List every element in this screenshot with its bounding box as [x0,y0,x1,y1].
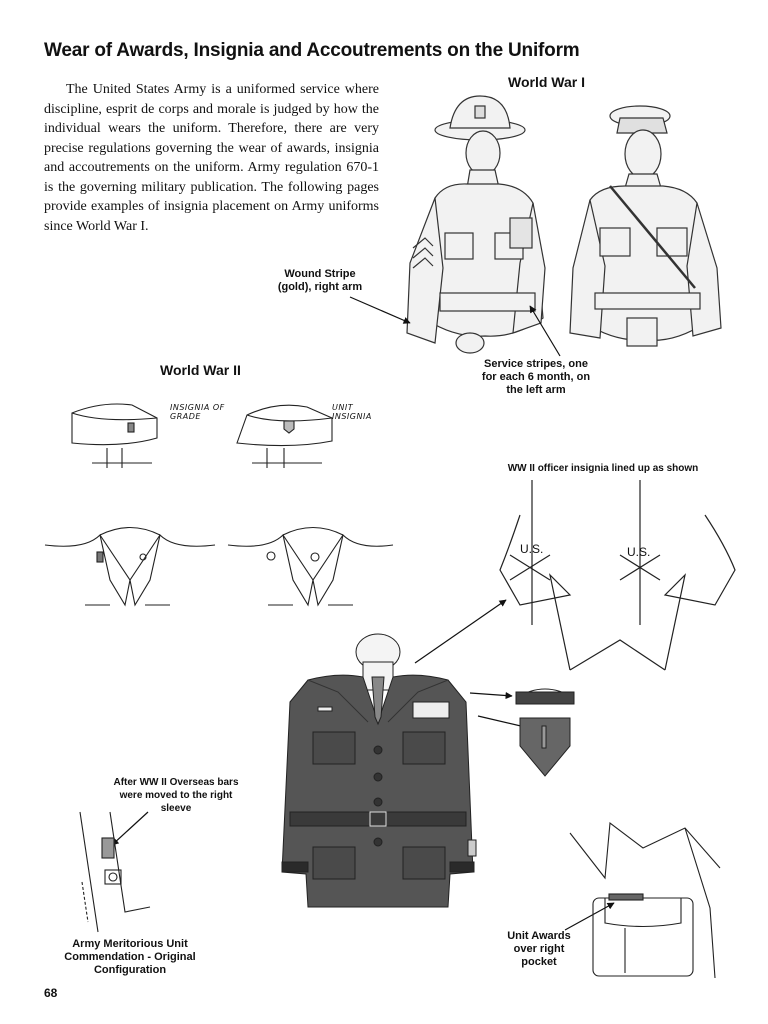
ww2-heading: World War II [160,362,241,378]
unit-awards-caption: Unit Awards over right pocket [507,930,571,968]
us-insignia-left: U.S. [520,542,544,556]
infantry-badge-illustration [512,684,578,784]
collar-unit-illustration [228,505,393,615]
intro-paragraph: The United States Army is a uniformed service where discipline, esprit de corps and morale is judged by how the individual wears the uniform. Therefore, there are very precise regulations governing the wear of awards, insignia and accoutrements on the uniform. Army regulation 670-1 is the governing military publication. The following pages provide examples of insignia placement on Army uniforms since World War I. [44,82,379,234]
wound-stripe-caption: Wound Stripe (gold), right arm [277,268,363,293]
pocket-unit-awards-illustration [565,818,725,978]
collar-grade-illustration [45,505,215,615]
ww2-officer-uniform-illustration [268,632,488,917]
garrison-cap-unit-illustration [232,393,342,473]
meritorious-caption: Army Meritorious Unit Commendation - Original Configuration [64,938,196,976]
unit-insignia-label: UNIT INSIGNIA [332,403,372,421]
overseas-bars-caption: After WW II Overseas bars were moved to the right sleeve [113,777,239,814]
officer-lapel-illustration [490,475,740,670]
us-insignia-right: U.S. [627,545,651,559]
ww1-heading: World War I [508,74,585,90]
sleeve-meritorious-illustration [70,812,160,937]
insignia-of-grade-label: INSIGNIA OF GRADE [170,403,225,421]
officer-insignia-caption: WW II officer insignia lined up as shown [507,463,699,474]
service-stripes-caption: Service stripes, one for each 6 month, on the left arm [481,358,591,396]
garrison-cap-grade-illustration [62,393,172,473]
page-number: 68 [44,986,58,1000]
page-title: Wear of Awards, Insignia and Accoutrements on the Uniform [44,40,580,61]
